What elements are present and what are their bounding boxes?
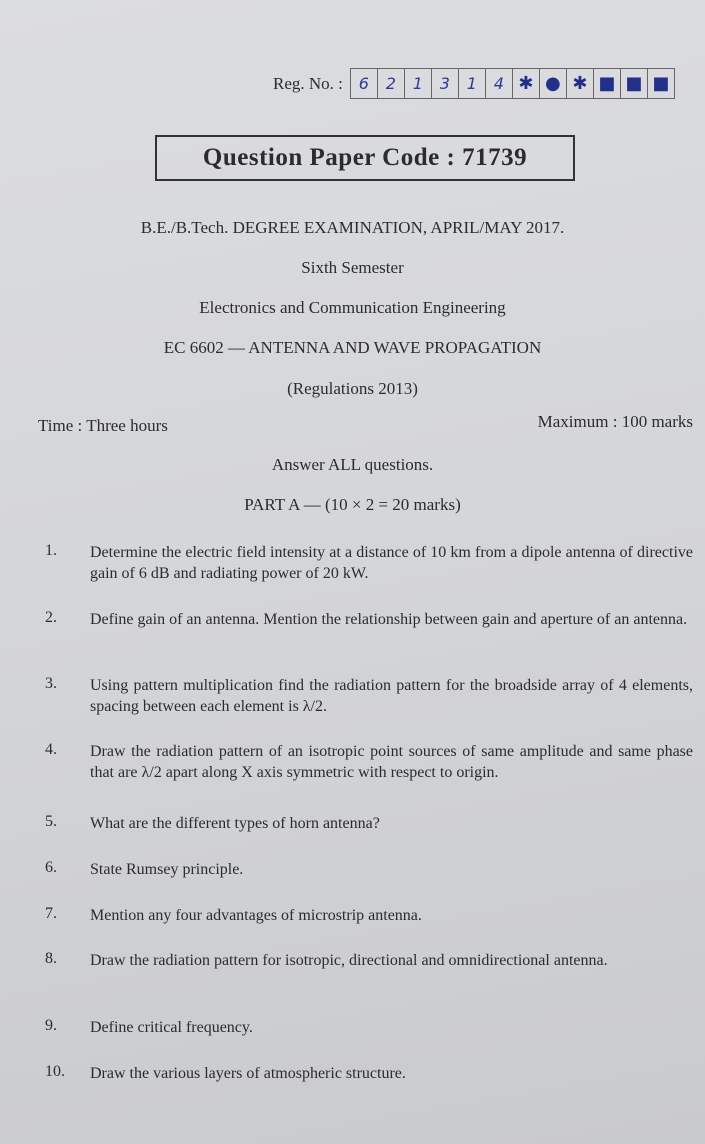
question-number: 4. — [45, 741, 57, 758]
question — [45, 741, 693, 783]
question-number: 3. — [45, 675, 57, 692]
reg-no-label: Reg. No. : — [273, 73, 343, 93]
question-number: 5. — [45, 813, 57, 830]
question-text: Determine the electric field intensity at a distance of 10 km from a dipole antenna of directive gain of 6 dB and radiating power of 20 kW. — [90, 544, 693, 582]
reg-digit: 4 — [485, 68, 513, 99]
question-number: 2. — [45, 609, 57, 626]
semester: Sixth Semester — [301, 258, 404, 277]
question-text: Draw the radiation pattern of an isotropic point sources of same amplitude and same phase that are λ/2 apart along X axis symmetric with respect to origin. — [90, 743, 693, 781]
question-text: Mention any four advantages of microstrip antenna. — [90, 907, 422, 924]
reg-digit-scribbled: ■ — [620, 68, 648, 99]
reg-digit-scribbled: ✱ — [512, 68, 540, 99]
question-text: Define gain of an antenna. Mention the relationship between gain and aperture of an antenna. — [90, 611, 688, 628]
reg-digit: 2 — [377, 68, 405, 99]
question-text: State Rumsey principle. — [90, 861, 244, 878]
instruction: Answer ALL questions. — [271, 455, 434, 474]
question-number: 8. — [45, 950, 57, 967]
question — [45, 1017, 693, 1038]
reg-digit-scribbled: ● — [539, 68, 567, 99]
part-heading: PART A — (10 × 2 = 20 marks) — [244, 495, 461, 514]
reg-no-boxes — [351, 68, 675, 99]
reg-digit: 3 — [431, 68, 459, 99]
question-text: Using pattern multiplication find the radiation pattern for the broadside array of 4 elements, spacing between each element is λ/2. — [90, 677, 693, 715]
question-text: What are the different types of horn antenna? — [90, 815, 380, 832]
reg-digit-scribbled: ✱ — [566, 68, 594, 99]
exam-title: B.E./B.Tech. DEGREE EXAMINATION, APRIL/MAY 2017. — [140, 218, 565, 237]
reg-digit: 6 — [350, 68, 378, 99]
question-number: 1. — [45, 542, 57, 559]
question-text: Define critical frequency. — [90, 1019, 253, 1036]
course-title: EC 6602 — ANTENNA AND WAVE PROPAGATION — [163, 338, 542, 357]
regulations: (Regulations 2013) — [287, 379, 418, 398]
reg-digit-scribbled: ■ — [647, 68, 675, 99]
question — [45, 675, 693, 717]
max-marks: Maximum : 100 marks — [537, 412, 693, 431]
reg-digit: 1 — [458, 68, 486, 99]
reg-digit: 1 — [404, 68, 432, 99]
question-number: 6. — [45, 859, 57, 876]
question-number: 9. — [45, 1017, 57, 1034]
question — [45, 859, 693, 880]
question-text: Draw the radiation pattern for isotropic, directional and omnidirectional antenna. — [90, 952, 608, 969]
question — [45, 542, 693, 584]
question — [45, 609, 693, 630]
reg-no — [273, 68, 675, 99]
question-paper-code: Question Paper Code : 71739 — [155, 135, 575, 181]
reg-digit-scribbled: ■ — [593, 68, 621, 99]
department: Electronics and Communication Engineering — [199, 298, 506, 317]
question — [45, 905, 693, 926]
question — [45, 813, 693, 834]
question — [45, 950, 693, 971]
question-number: 10. — [45, 1063, 65, 1080]
question — [45, 1063, 693, 1084]
question-number: 7. — [45, 905, 57, 922]
time: Time : Three hours — [38, 416, 168, 435]
question-text: Draw the various layers of atmospheric structure. — [90, 1065, 406, 1082]
